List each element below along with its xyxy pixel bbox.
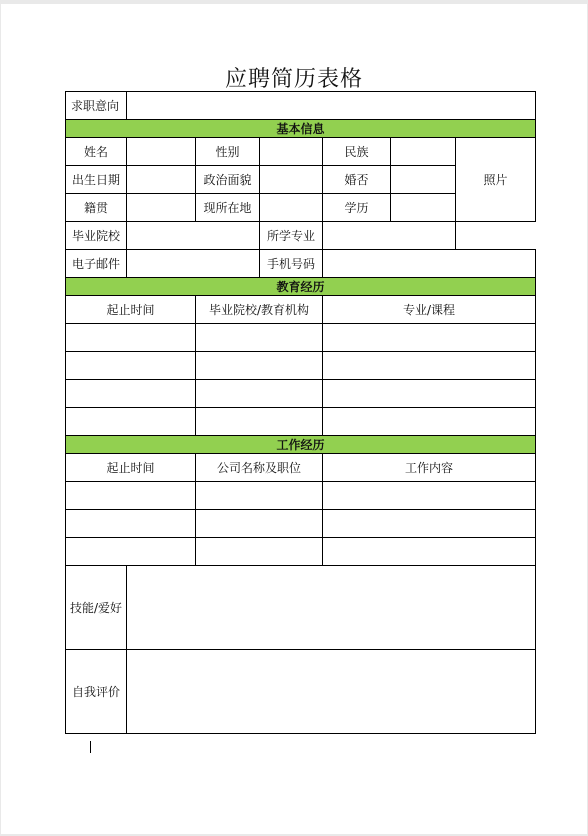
- gender-input[interactable]: [260, 138, 323, 166]
- edu-period-cell[interactable]: [66, 408, 196, 436]
- work-company-cell[interactable]: [196, 482, 323, 510]
- work-period-cell[interactable]: [66, 482, 196, 510]
- resume-table: [65, 91, 536, 734]
- intention-input[interactable]: [127, 92, 536, 120]
- work-company-cell[interactable]: [196, 510, 323, 538]
- photo-cell[interactable]: 照片: [456, 138, 536, 222]
- degree-input[interactable]: [391, 194, 456, 222]
- work-period-cell[interactable]: [66, 538, 196, 566]
- edu-major-cell[interactable]: [323, 352, 536, 380]
- self-eval-label: 自我评价: [66, 650, 127, 734]
- edu-school-cell[interactable]: [196, 324, 323, 352]
- gender-label: 性别: [196, 138, 260, 166]
- education-row: [66, 380, 536, 408]
- marital-input[interactable]: [391, 166, 456, 194]
- edu-header-period: 起止时间: [66, 296, 196, 324]
- work-header-company: 公司名称及职位: [196, 454, 323, 482]
- self-eval-input[interactable]: [127, 650, 536, 734]
- ethnicity-label: 民族: [323, 138, 391, 166]
- section-band-education: [66, 278, 536, 296]
- school-label: 毕业院校: [66, 222, 127, 250]
- edu-period-cell[interactable]: [66, 380, 196, 408]
- work-row: [66, 538, 536, 566]
- section-band-basic: [66, 120, 536, 138]
- education-row: [66, 352, 536, 380]
- email-input[interactable]: [127, 250, 260, 278]
- education-row: [66, 408, 536, 436]
- education-row: [66, 324, 536, 352]
- basic-row-1: [66, 138, 536, 166]
- self-eval-row: [66, 650, 536, 734]
- page-title: 应聘简历表格: [224, 67, 363, 92]
- origin-label: 籍贯: [66, 194, 127, 222]
- work-header-period: 起止时间: [66, 454, 196, 482]
- residence-label: 现所在地: [196, 194, 260, 222]
- section-title-work: 工作经历: [66, 436, 536, 454]
- text-cursor: [90, 741, 91, 753]
- edu-school-cell[interactable]: [196, 352, 323, 380]
- edu-header-major: 专业/课程: [323, 296, 536, 324]
- degree-label: 学历: [323, 194, 391, 222]
- intention-label: 求职意向: [66, 92, 127, 120]
- section-title-education: 教育经历: [66, 278, 536, 296]
- work-header-content: 工作内容: [323, 454, 536, 482]
- edu-major-cell[interactable]: [323, 324, 536, 352]
- edu-major-cell[interactable]: [323, 380, 536, 408]
- basic-row-5: [66, 250, 536, 278]
- school-input[interactable]: [127, 222, 260, 250]
- education-header-row: [66, 296, 536, 324]
- skills-label: 技能/爱好: [66, 566, 127, 650]
- politics-label: 政治面貌: [196, 166, 260, 194]
- politics-input[interactable]: [260, 166, 323, 194]
- section-band-work: [66, 436, 536, 454]
- edu-school-cell[interactable]: [196, 380, 323, 408]
- edu-major-cell[interactable]: [323, 408, 536, 436]
- marital-label: 婚否: [323, 166, 391, 194]
- work-row: [66, 482, 536, 510]
- intention-row: [66, 92, 536, 120]
- name-label: 姓名: [66, 138, 127, 166]
- edu-school-cell[interactable]: [196, 408, 323, 436]
- residence-input[interactable]: [260, 194, 323, 222]
- work-company-cell[interactable]: [196, 538, 323, 566]
- work-content-cell[interactable]: [323, 510, 536, 538]
- phone-label: 手机号码: [260, 250, 323, 278]
- edu-period-cell[interactable]: [66, 324, 196, 352]
- work-content-cell[interactable]: [323, 538, 536, 566]
- document-page: [1, 4, 587, 834]
- edu-period-cell[interactable]: [66, 352, 196, 380]
- work-row: [66, 510, 536, 538]
- birth-label: 出生日期: [66, 166, 127, 194]
- skills-row: [66, 566, 536, 650]
- basic-row-4: [66, 222, 536, 250]
- skills-input[interactable]: [127, 566, 536, 650]
- work-content-cell[interactable]: [323, 482, 536, 510]
- major-label: 所学专业: [260, 222, 323, 250]
- major-input[interactable]: [323, 222, 456, 250]
- birth-input[interactable]: [127, 166, 196, 194]
- section-title-basic: 基本信息: [66, 120, 536, 138]
- origin-input[interactable]: [127, 194, 196, 222]
- work-period-cell[interactable]: [66, 510, 196, 538]
- work-header-row: [66, 454, 536, 482]
- email-label: 电子邮件: [66, 250, 127, 278]
- name-input[interactable]: [127, 138, 196, 166]
- edu-header-school: 毕业院校/教育机构: [196, 296, 323, 324]
- ethnicity-input[interactable]: [391, 138, 456, 166]
- phone-input[interactable]: [323, 250, 536, 278]
